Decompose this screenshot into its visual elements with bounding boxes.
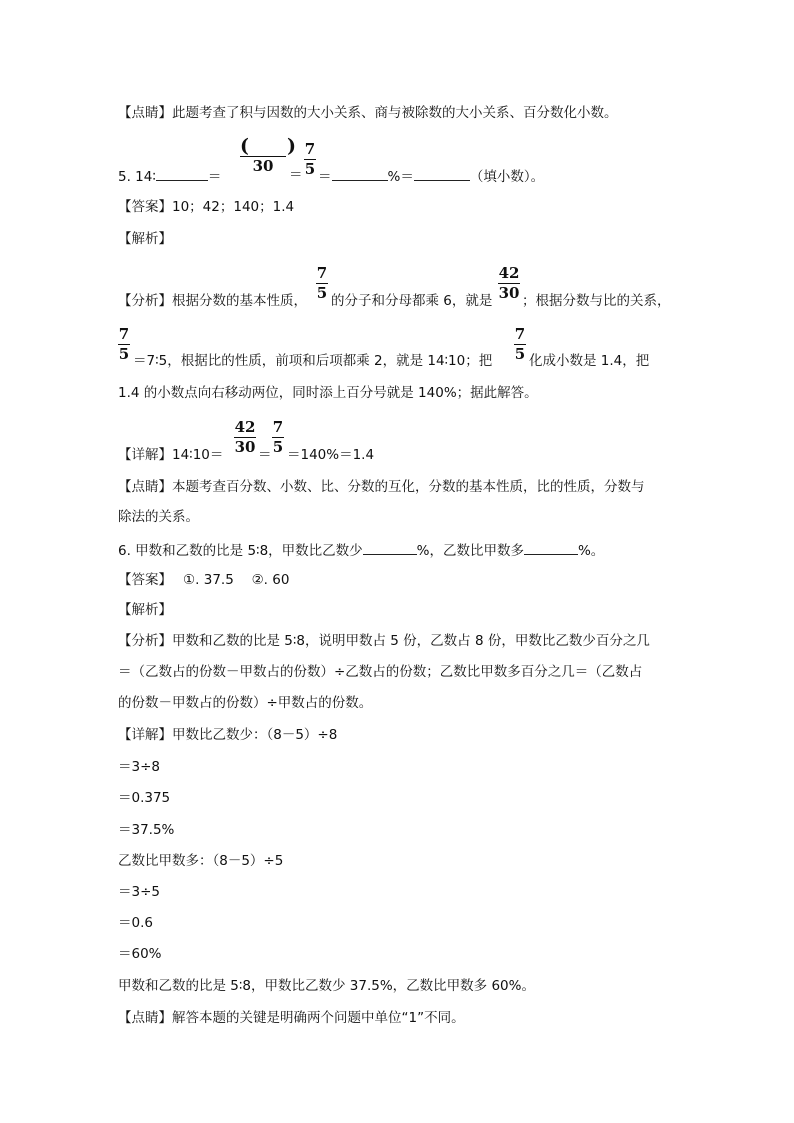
q5-detail-a: 【详解】14∶10＝: [118, 447, 224, 463]
q5-analysis-line1c: ；根据分数与比的关系，: [522, 293, 671, 309]
q5-detail-fraction-7-5: [272, 419, 284, 456]
fraction-numerator: 7: [304, 140, 316, 158]
q6-jiexi: 【解析】: [118, 602, 172, 618]
fraction-denominator: 5: [514, 345, 526, 363]
q6-stem: [118, 540, 604, 560]
q5-answer: 【答案】10；42；140；1.4: [118, 199, 295, 215]
q6-detail-2: 乙数比甲数多：（8－5）÷5: [118, 853, 284, 869]
q5-analysis-line1b: 的分子和分母都乘 6，就是: [331, 293, 493, 309]
q5-blank-1[interactable]: [156, 166, 208, 181]
q5-blank-percent[interactable]: [332, 166, 388, 181]
q6-analysis-line3: 的份数－甲数占的份数）÷甲数占的份数。: [118, 695, 373, 711]
q5-eq3: ＝: [318, 169, 332, 185]
q6-step-5: ＝0.6: [118, 915, 153, 931]
q5-detail-fraction-42-30: [234, 419, 256, 456]
q5-fraction-7-5: [304, 141, 316, 178]
q5-stem: [118, 166, 221, 186]
q6-step-4: ＝3÷5: [118, 884, 160, 900]
q6-detail-1: 【详解】甲数比乙数少：（8－5）÷8: [118, 727, 338, 743]
q5-blank-decimal[interactable]: [414, 166, 470, 181]
note-q4: 【点睛】此题考查了积与因数的大小关系、商与被除数的大小关系、百分数化小数。: [118, 105, 618, 121]
fraction-denominator: 30: [234, 438, 256, 456]
fraction-denominator: 30: [498, 284, 520, 302]
q5-suffix: （填小数）。: [469, 169, 545, 185]
fraction-numerator: 42: [234, 418, 256, 436]
q5-analysis-fraction-7-5-c: [514, 326, 526, 363]
fraction-numerator: 7: [316, 264, 328, 282]
q6-stem-a: 6. 甲数和乙数的比是 5∶8，甲数比乙数少: [118, 543, 363, 559]
q5-fraction-blank-den: 30: [252, 157, 274, 175]
q5-prefix: 5. 14∶: [118, 169, 156, 185]
q6-blank-2[interactable]: [524, 540, 578, 555]
q6-step-3: ＝37.5%: [118, 822, 175, 838]
q5-note-line1: 【点睛】本题考查百分数、小数、比、分数的互化，分数的基本性质，比的性质，分数与: [118, 479, 645, 495]
q6-step-6: ＝60%: [118, 946, 162, 962]
q5-analysis-line3: 1.4 的小数点向右移动两位，同时添上百分号就是 140%；据此解答。: [118, 385, 538, 401]
fraction-numerator: 42: [498, 264, 520, 282]
q6-stem-c: %。: [577, 543, 605, 559]
q6-step-2: ＝0.375: [118, 790, 171, 806]
q6-answer: 【答案】 ①. 37.5 ②. 60: [118, 572, 290, 588]
q5-analysis-line1a: 【分析】根据分数的基本性质，: [118, 293, 307, 309]
q5-analysis-fraction-7-5: [316, 265, 328, 302]
q5-eq1: ＝: [207, 169, 222, 185]
fraction-denominator: 5: [272, 438, 284, 456]
fraction-numerator: 7: [272, 418, 284, 436]
q5-detail-c: ＝140%＝1.4: [287, 447, 375, 463]
fraction-numerator: 7: [514, 325, 526, 343]
q5-stem-tail: [318, 166, 544, 186]
fraction-denominator: 5: [118, 345, 130, 363]
q6-analysis-line1: 【分析】甲数和乙数的比是 5∶8，说明甲数占 5 份，乙数占 8 份，甲数比乙数少百分之几: [118, 633, 650, 649]
q6-conclusion: 甲数和乙数的比是 5∶8，甲数比乙数少 37.5%，乙数比甲数多 60%。: [118, 978, 535, 994]
fraction-numerator: 7: [118, 325, 130, 343]
q6-step-1: ＝3÷8: [118, 759, 160, 775]
fraction-denominator: 5: [316, 284, 328, 302]
q5-note-line2: 除法的关系。: [118, 509, 199, 525]
q5-fraction-blank-30: [240, 135, 296, 175]
q6-blank-1[interactable]: [363, 540, 417, 555]
q5-analysis-fraction-7-5-b: [118, 326, 130, 363]
q5-analysis-fraction-42-30: [498, 265, 520, 302]
q6-analysis-line2: ＝（乙数占的份数－甲数占的份数）÷乙数占的份数；乙数比甲数多百分之几＝（乙数占: [118, 664, 643, 680]
q5-detail-b: ＝: [258, 447, 272, 463]
q5-percent: %＝: [387, 169, 414, 185]
q5-analysis-line2b: 化成小数是 1.4，把: [529, 353, 650, 369]
q5-analysis-line2a: ＝7∶5，根据比的性质，前项和后项都乘 2，就是 14∶10；把: [133, 353, 493, 369]
q6-note: 【点睛】解答本题的关键是明确两个问题中单位“1”不同。: [118, 1010, 465, 1026]
q5-fraction-blank-num[interactable]: ( ): [240, 135, 296, 157]
q5-jiexi: 【解析】: [118, 231, 172, 247]
q6-stem-b: %，乙数比甲数多: [416, 543, 524, 559]
q5-eq2: ＝: [289, 167, 303, 183]
fraction-denominator: 5: [304, 160, 316, 178]
